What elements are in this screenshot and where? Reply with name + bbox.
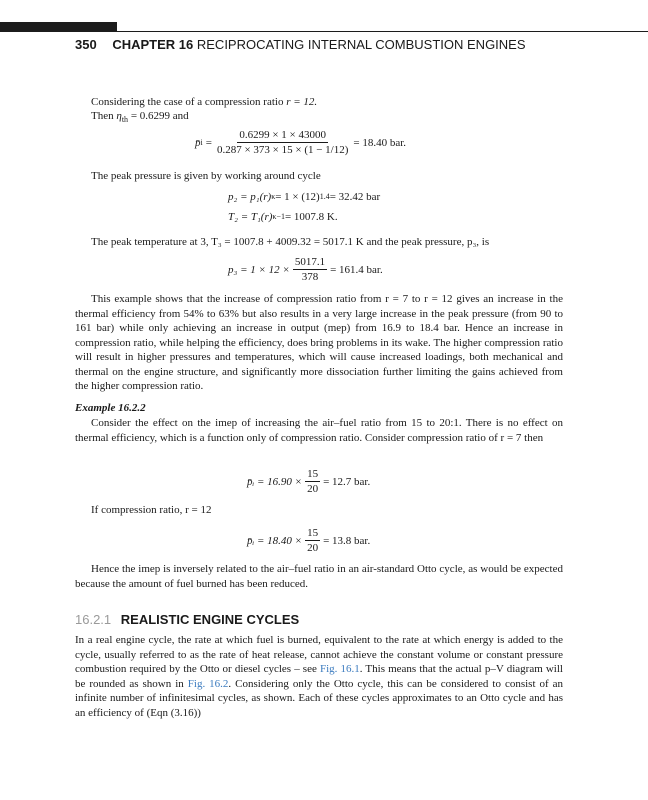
- section-heading: [75, 612, 299, 627]
- peak-pressure-text: The peak pressure is given by working around cycle: [91, 170, 321, 182]
- equation-imep-2: p̄ᵢ = 16.90 × $\frac{15}{20}$ = 12.7 bar.: [247, 468, 371, 495]
- peak-temp-text: The peak temperature at 3, T₃ = 1007.8 + 4009.32 = 5017.1 K and the peak pressure, p₃, is: [91, 236, 490, 248]
- equation-imep-3: p̄ᵢ = 18.40 × $\frac{15}{20}$ = 13.8 bar.: [247, 527, 371, 554]
- header-rule: [0, 31, 648, 32]
- chapter-label: CHAPTER 16: [112, 37, 194, 52]
- section-title: REALISTIC ENGINE CYCLES: [120, 612, 300, 627]
- intro-line-1: Considering the case of a compression ratio r = 12.: [91, 96, 318, 108]
- equation-p3: p₃ = 1 × 12 × $\frac{5017.1}{378}$ = 161.4 bar.: [228, 256, 383, 283]
- intro-line-2: Then $\eta_{th} = 0.6299$ and: [91, 110, 189, 125]
- running-header: [75, 37, 526, 52]
- paragraph-imep: Hence the imep is inversely related to the air–fuel ratio in an air-standard Otto cycle, as would be expected because the amount of fuel burned has been reduced.: [75, 563, 563, 590]
- page-number: 350: [75, 37, 97, 52]
- equation-t2: T₂ = T₁(r) κ−1 = 1007.8 K.: [228, 211, 338, 223]
- example-title: Example 16.2.2: [75, 402, 146, 414]
- chapter-title: RECIPROCATING INTERNAL COMBUSTION ENGINES: [196, 37, 526, 52]
- paragraph-realistic: In a real engine cycle, the rate at which fuel is burned, equivalent to the rate at which energy is added to the cycle, usually referred to as the rate of heat release, cannot achieve the constant volume or constant pressure combustion required by the Otto or diesel cycles – see Fig. 16.1. This means that the actual p–V diagram will be rounded as shown in Fig. 16.2. Considering only the Otto cycle, this can be considered to consist of an infinite number of infinitesimal cycles, as shown. Each of these cycles approximates to an Otto cycle and has an efficiency of (Eqn (3.16)): [75, 634, 563, 719]
- section-number: 16.2.1: [75, 612, 112, 627]
- example-text: Consider the effect on the imep of increasing the air–fuel ratio from 15 to 20:1. There is no effect on thermal efficiency, which is a function only of compression ratio. Consider compression ratio of r = 7 then: [75, 417, 563, 444]
- equation-p2: p₂ = p₁(r) κ = 1 × (12) 1.4 = 32.42 bar: [228, 191, 381, 203]
- figure-link-16-1[interactable]: Fig. 16.1: [319, 663, 360, 675]
- equation-imep-1: p̄ i = $\frac{0.6299 \times 1 \times 43000}{0.287 \times 373 \times 15 \times (1 - 1/12)}$ = 18.40 bar.: [195, 129, 407, 156]
- paragraph-compression: This example shows that the increase of compression ratio from r = 7 to r = 12 gives an increase in the thermal efficiency from 54% to 63% but also results in a very large increase in the peak pressure (from 90 to 161 bar) while only achieving an increase in output (mep) from 16.9 to 18.4 bar. Hence an increase in compression ratio, while helping the efficiency, does bring problems in its wake. The higher compression ratio will result in higher pressures and temperatures, which will cause increased loadings, both mechanical and thermal on the engine structure, and significantly more dissociation further limiting the gains achieved from the higher compression ratio.: [75, 293, 563, 392]
- figure-link-16-2[interactable]: Fig. 16.2: [187, 677, 229, 690]
- if-compression-text: If compression ratio, r = 12: [91, 504, 212, 516]
